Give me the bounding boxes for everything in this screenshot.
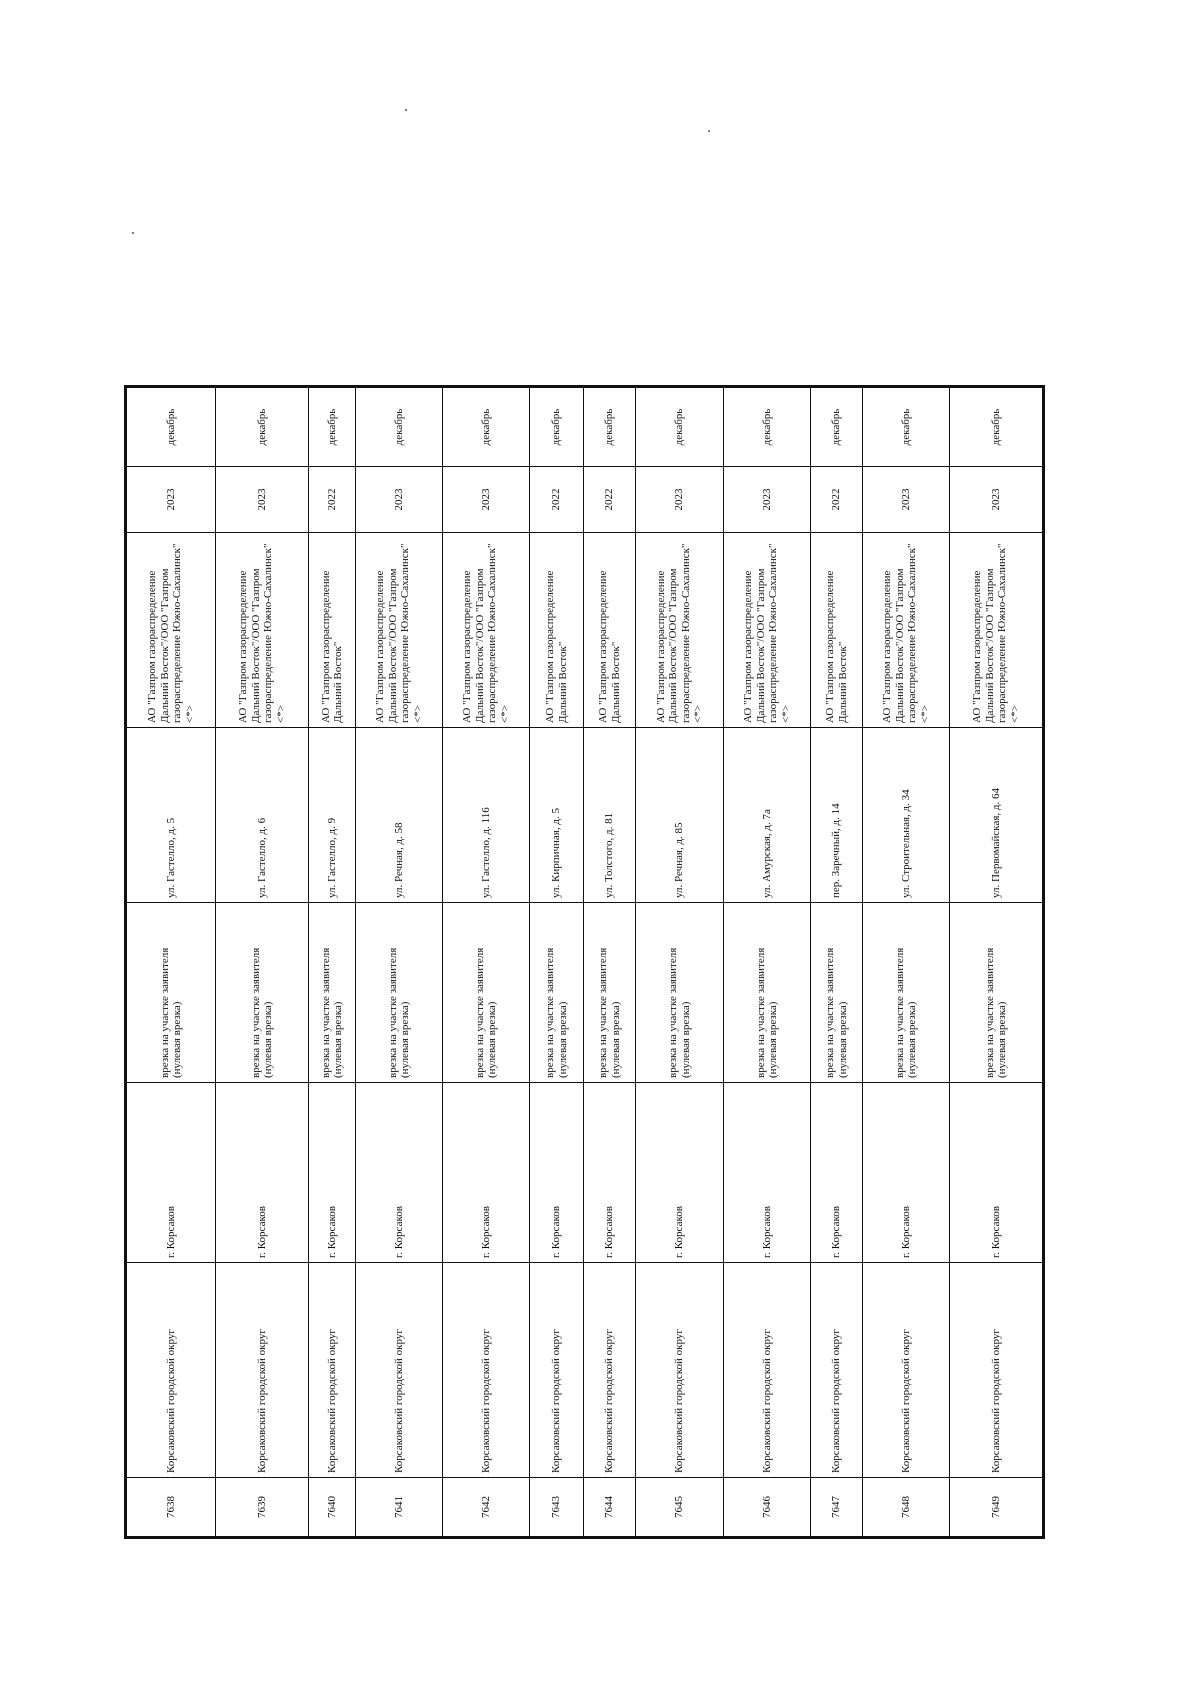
table-row: [530, 387, 584, 1538]
row-number: 7639: [216, 1478, 309, 1538]
work-type-cell: врезка на участке заявителя (нулевая врезка): [216, 903, 309, 1083]
district-cell: Корсаковский городской округ: [811, 1263, 863, 1478]
year-cell: 2023: [636, 467, 724, 533]
table-row: [126, 387, 216, 1538]
organization-cell: АО "Газпром газораспределение Дальний Восток"/ООО "Газпром газораспределение Южно-Сахалинск" <*>: [443, 533, 530, 728]
month-cell: декабрь: [863, 387, 950, 467]
month-cell: декабрь: [584, 387, 636, 467]
month-cell: декабрь: [356, 387, 443, 467]
address-cell: ул. Речная, д. 85: [636, 728, 724, 903]
city-cell: г. Корсаков: [356, 1083, 443, 1263]
work-type-cell: врезка на участке заявителя (нулевая врезка): [309, 903, 356, 1083]
work-type-cell: врезка на участке заявителя (нулевая врезка): [724, 903, 811, 1083]
address-cell: ул. Гастелло, д. 116: [443, 728, 530, 903]
rotated-table-container: [124, 388, 1043, 1539]
row-number: 7640: [309, 1478, 356, 1538]
city-cell: г. Корсаков: [724, 1083, 811, 1263]
row-number: 7642: [443, 1478, 530, 1538]
work-type-cell: врезка на участке заявителя (нулевая врезка): [811, 903, 863, 1083]
month-cell: декабрь: [636, 387, 724, 467]
row-number: 7641: [356, 1478, 443, 1538]
district-cell: Корсаковский городской округ: [584, 1263, 636, 1478]
city-cell: г. Корсаков: [863, 1083, 950, 1263]
year-cell: 2023: [863, 467, 950, 533]
table-row: [950, 387, 1044, 1538]
year-cell: 2023: [356, 467, 443, 533]
table-body: [126, 387, 1044, 1538]
address-cell: ул. Толстого, д. 81: [584, 728, 636, 903]
address-cell: пер. Заречный, д. 14: [811, 728, 863, 903]
year-cell: 2022: [530, 467, 584, 533]
work-type-cell: врезка на участке заявителя (нулевая врезка): [863, 903, 950, 1083]
city-cell: г. Корсаков: [216, 1083, 309, 1263]
address-cell: ул. Гастелло, д. 6: [216, 728, 309, 903]
table-row: [356, 387, 443, 1538]
year-cell: 2022: [584, 467, 636, 533]
table-row: [636, 387, 724, 1538]
city-cell: г. Корсаков: [950, 1083, 1044, 1263]
work-type-cell: врезка на участке заявителя (нулевая врезка): [636, 903, 724, 1083]
year-cell: 2023: [443, 467, 530, 533]
district-cell: Корсаковский городской округ: [216, 1263, 309, 1478]
row-number: 7645: [636, 1478, 724, 1538]
district-cell: Корсаковский городской округ: [356, 1263, 443, 1478]
row-number: 7644: [584, 1478, 636, 1538]
district-cell: Корсаковский городской округ: [950, 1263, 1044, 1478]
work-type-cell: врезка на участке заявителя (нулевая врезка): [356, 903, 443, 1083]
table-row: [309, 387, 356, 1538]
organization-cell: АО "Газпром газораспределение Дальний Восток"/ООО "Газпром газораспределение Южно-Сахалинск" <*>: [356, 533, 443, 728]
year-cell: 2022: [309, 467, 356, 533]
work-type-cell: врезка на участке заявителя (нулевая врезка): [530, 903, 584, 1083]
row-number: 7643: [530, 1478, 584, 1538]
table-row: [443, 387, 530, 1538]
organization-cell: АО "Газпром газораспределение Дальний Восток": [811, 533, 863, 728]
city-cell: г. Корсаков: [530, 1083, 584, 1263]
gas-connection-table: [124, 385, 1045, 1539]
row-number: 7647: [811, 1478, 863, 1538]
address-cell: ул. Амурская, д. 7а: [724, 728, 811, 903]
month-cell: декабрь: [126, 387, 216, 467]
address-cell: ул. Первомайская, д. 64: [950, 728, 1044, 903]
city-cell: г. Корсаков: [584, 1083, 636, 1263]
district-cell: Корсаковский городской округ: [126, 1263, 216, 1478]
district-cell: Корсаковский городской округ: [309, 1263, 356, 1478]
row-number: 7646: [724, 1478, 811, 1538]
month-cell: декабрь: [811, 387, 863, 467]
district-cell: Корсаковский городской округ: [443, 1263, 530, 1478]
table-row: [724, 387, 811, 1538]
table-row: [216, 387, 309, 1538]
table-row: [863, 387, 950, 1538]
organization-cell: АО "Газпром газораспределение Дальний Восток"/ООО "Газпром газораспределение Южно-Сахалинск" <*>: [636, 533, 724, 728]
month-cell: декабрь: [443, 387, 530, 467]
row-number: 7638: [126, 1478, 216, 1538]
organization-cell: АО "Газпром газораспределение Дальний Восток": [584, 533, 636, 728]
scan-speck: [132, 232, 134, 234]
month-cell: декабрь: [216, 387, 309, 467]
city-cell: г. Корсаков: [636, 1083, 724, 1263]
work-type-cell: врезка на участке заявителя (нулевая врезка): [443, 903, 530, 1083]
row-number: 7649: [950, 1478, 1044, 1538]
month-cell: декабрь: [950, 387, 1044, 467]
scan-speck: [405, 109, 407, 111]
organization-cell: АО "Газпром газораспределение Дальний Восток": [530, 533, 584, 728]
address-cell: ул. Гастелло, д. 5: [126, 728, 216, 903]
work-type-cell: врезка на участке заявителя (нулевая врезка): [126, 903, 216, 1083]
organization-cell: АО "Газпром газораспределение Дальний Восток"/ООО "Газпром газораспределение Южно-Сахалинск" <*>: [724, 533, 811, 728]
address-cell: ул. Речная, д. 58: [356, 728, 443, 903]
district-cell: Корсаковский городской округ: [530, 1263, 584, 1478]
year-cell: 2022: [811, 467, 863, 533]
address-cell: ул. Строительная, д. 34: [863, 728, 950, 903]
organization-cell: АО "Газпром газораспределение Дальний Восток"/ООО "Газпром газораспределение Южно-Сахалинск" <*>: [950, 533, 1044, 728]
address-cell: ул. Гастелло, д. 9: [309, 728, 356, 903]
district-cell: Корсаковский городской округ: [636, 1263, 724, 1478]
year-cell: 2023: [216, 467, 309, 533]
organization-cell: АО "Газпром газораспределение Дальний Восток"/ООО "Газпром газораспределение Южно-Сахалинск" <*>: [126, 533, 216, 728]
organization-cell: АО "Газпром газораспределение Дальний Восток"/ООО "Газпром газораспределение Южно-Сахалинск" <*>: [216, 533, 309, 728]
work-type-cell: врезка на участке заявителя (нулевая врезка): [584, 903, 636, 1083]
table-row: [584, 387, 636, 1538]
city-cell: г. Корсаков: [126, 1083, 216, 1263]
district-cell: Корсаковский городской округ: [863, 1263, 950, 1478]
month-cell: декабрь: [309, 387, 356, 467]
city-cell: г. Корсаков: [443, 1083, 530, 1263]
year-cell: 2023: [950, 467, 1044, 533]
address-cell: ул. Кирпичная, д. 5: [530, 728, 584, 903]
organization-cell: АО "Газпром газораспределение Дальний Восток": [309, 533, 356, 728]
district-cell: Корсаковский городской округ: [724, 1263, 811, 1478]
table-row: [811, 387, 863, 1538]
month-cell: декабрь: [724, 387, 811, 467]
work-type-cell: врезка на участке заявителя (нулевая врезка): [950, 903, 1044, 1083]
organization-cell: АО "Газпром газораспределение Дальний Восток"/ООО "Газпром газораспределение Южно-Сахалинск" <*>: [863, 533, 950, 728]
city-cell: г. Корсаков: [811, 1083, 863, 1263]
city-cell: г. Корсаков: [309, 1083, 356, 1263]
year-cell: 2023: [724, 467, 811, 533]
row-number: 7648: [863, 1478, 950, 1538]
scan-speck: [708, 130, 710, 132]
month-cell: декабрь: [530, 387, 584, 467]
year-cell: 2023: [126, 467, 216, 533]
